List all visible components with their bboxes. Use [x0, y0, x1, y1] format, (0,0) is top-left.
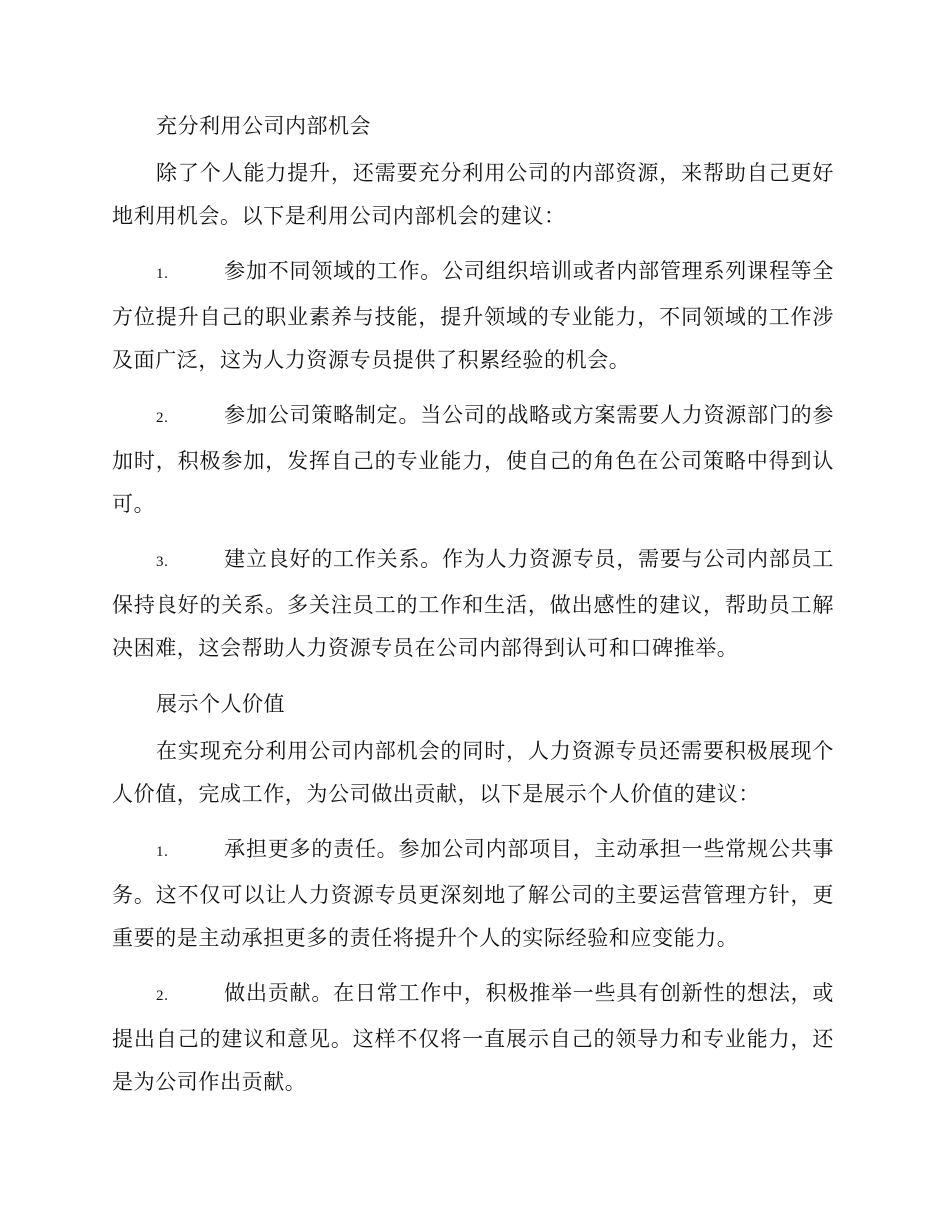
list-item-text: 参加不同领域的工作。公司组织培训或者内部管理系列课程等全方位提升自己的职业素养与技能，提升领域的专业能力，不同领域的工作涉及面广泛，这为人力资源专员提供了积累经验的机会。: [112, 259, 834, 372]
list-item-number: 2.: [156, 410, 169, 426]
list-item: [112, 828, 834, 960]
list-item: [112, 250, 834, 382]
list-item: [112, 538, 834, 670]
section-heading: 展示个人价值: [156, 692, 285, 716]
list-item: [112, 394, 834, 526]
list-item-text: 做出贡献。在日常工作中，积极推举一些具有创新性的想法，或提出自己的建议和意见。这样不仅将一直展示自己的领导力和专业能力，还是为公司作出贡献。: [112, 981, 834, 1094]
document-page: [112, 104, 834, 1116]
list-item-number: 2.: [156, 988, 169, 1004]
section-intro: 除了个人能力提升，还需要充分利用公司的内部资源，来帮助自己更好地利用机会。以下是利用公司内部机会的建议：: [112, 161, 834, 228]
list-item-number: 1.: [156, 844, 169, 860]
list-item-number: 3.: [156, 554, 169, 570]
section-heading: 充分利用公司内部机会: [156, 114, 371, 138]
list-item-text: 建立良好的工作关系。作为人力资源专员，需要与公司内部员工保持良好的关系。多关注员工的工作和生活，做出感性的建议，帮助员工解决困难，这会帮助人力资源专员在公司内部得到认可和口碑推举。: [112, 547, 834, 660]
list-item: [112, 972, 834, 1104]
list-item-number: 1.: [156, 266, 169, 282]
list-item-text: 承担更多的责任。参加公司内部项目，主动承担一些常规公共事务。这不仅可以让人力资源专员更深刻地了解公司的主要运营管理方针，更重要的是主动承担更多的责任将提升个人的实际经验和应变能力。: [112, 837, 834, 950]
list-item-text: 参加公司策略制定。当公司的战略或方案需要人力资源部门的参加时，积极参加，发挥自己的专业能力，使自己的角色在公司策略中得到认可。: [112, 403, 834, 516]
section-intro: 在实现充分利用公司内部机会的同时，人力资源专员还需要积极展现个人价值，完成工作，为公司做出贡献，以下是展示个人价值的建议：: [112, 739, 834, 806]
